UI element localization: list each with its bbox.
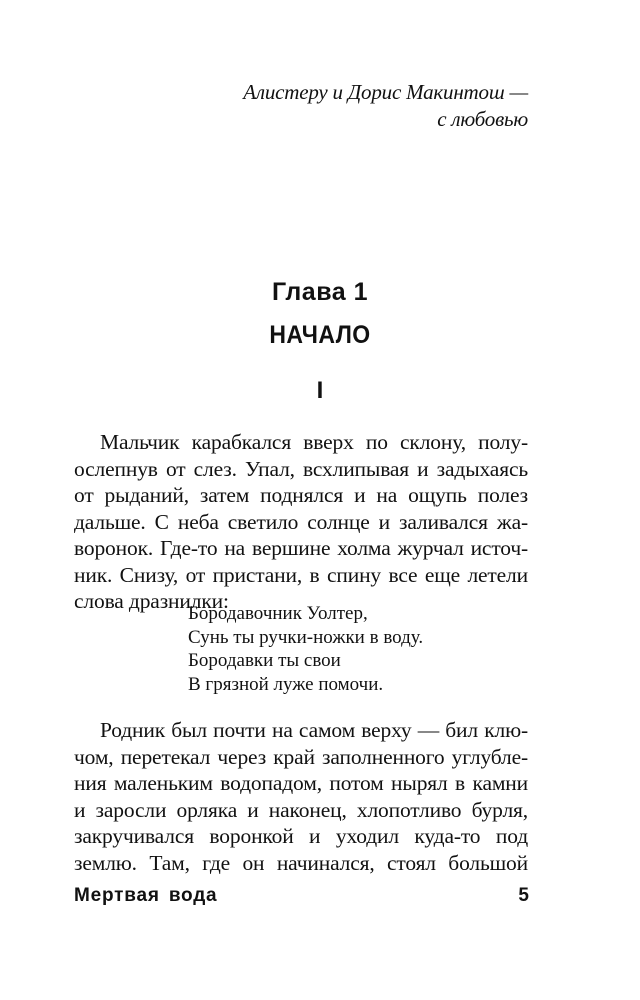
paragraph-line: от рыданий, затем поднялся и на ощупь полез [74,483,528,507]
paragraph-line: закручивался воронкой и уходил куда-то под [74,824,528,848]
section-number: I [316,377,324,404]
dedication-line: с любовью [437,107,528,131]
chapter-title: НАЧАЛО [269,321,371,349]
page-number: 5 [518,885,529,906]
paragraph-1 [74,429,528,615]
paragraph-line: слова дразнилки: [74,589,229,613]
paragraph-line: ник. Снизу, от пристани, в спину все еще летели [74,562,528,587]
paragraph-line: ослепнув от слез. Упал, всхлипывая и задыхаясь [74,456,528,481]
poem-verse: Бородавочник Уолтер, [188,603,368,624]
running-footer-title: Мертвая вода [74,885,218,906]
paragraph-line: землю. Там, где он начинался, стоял большой [74,850,528,875]
paragraph-line: дальше. С неба светило солнце и заливался жа- [74,509,528,534]
paragraph-line: чом, перетекал через край заполненного углубле- [74,744,528,769]
paragraph-line: воронок. Где-то на вершине холма журчал источ- [74,536,528,560]
paragraph-line: Мальчик карабкался вверх по склону, полу- [100,430,528,454]
chapter-label: Глава 1 [271,278,368,306]
paragraph-line: ния маленьким водопадом, потом нырял в камни [74,771,528,795]
paragraph-line: Родник был почти на самом верху — бил клю- [100,718,528,742]
poem [188,602,423,696]
dedication [243,79,528,133]
poem-verse: Бородавки ты свои [188,650,341,671]
paragraph-line: и заросли орляка и наконец, хлопотливо бурля, [74,797,528,822]
paragraph-2 [74,717,528,876]
poem-verse: Сунь ты ручки-ножки в воду. [188,626,424,648]
dedication-line: Алистеру и Дорис Макинтош — [243,80,528,104]
poem-verse: В грязной луже помочи. [188,673,384,695]
